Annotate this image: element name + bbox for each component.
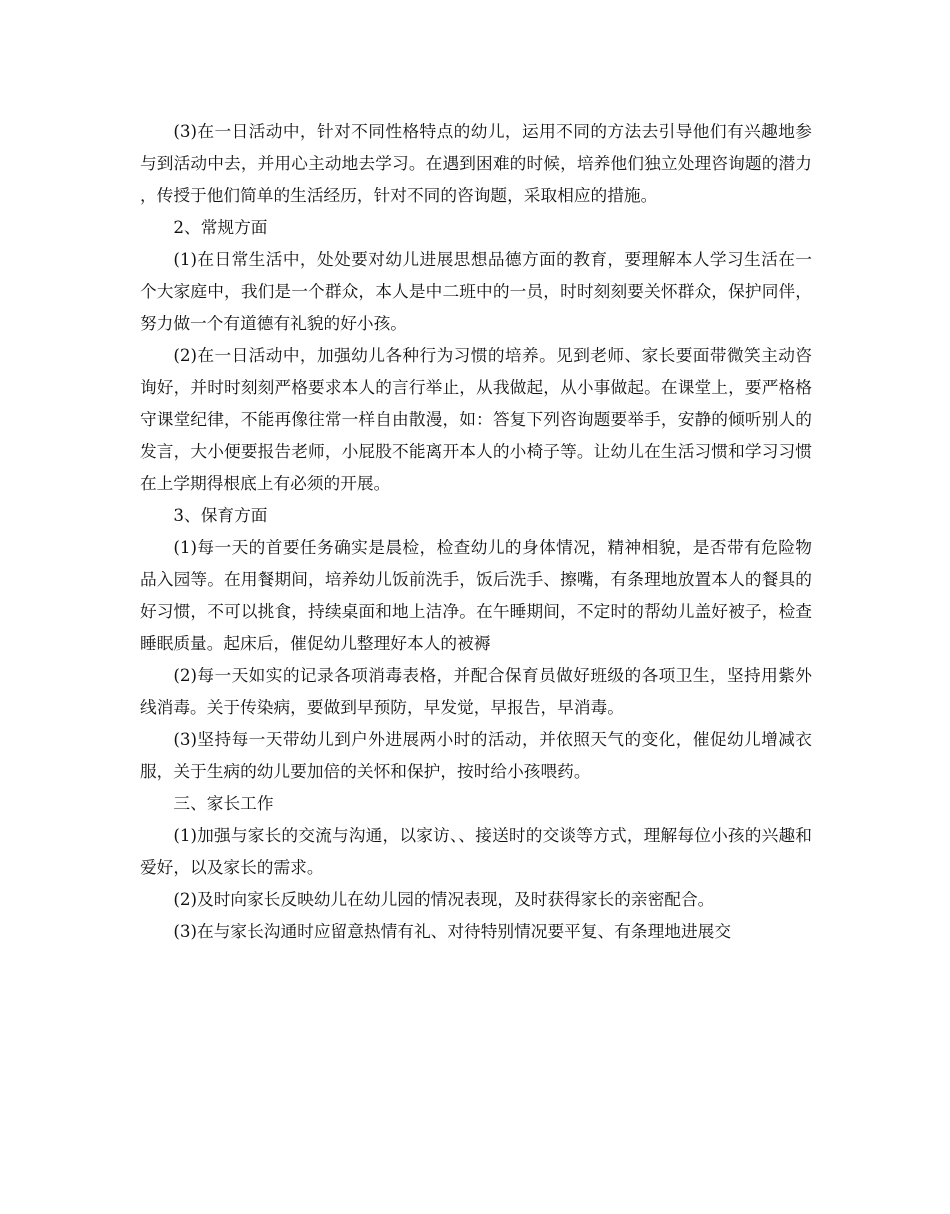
paragraph-parent-communication: (1)加强与家长的交流与沟通，以家访、、接送时的交谈等方式，理解每位小孩的兴趣和爱好，以及家长的需求。 [140, 825, 812, 877]
paragraph-parent-feedback: (2)及时向家长反映幼儿在幼儿园的情况表现，及时获得家长的亲密配合。 [173, 889, 715, 909]
paragraph-parent-etiquette: (3)在与家长沟通时应留意热情有礼、对待特别情况要平复、有条理地进展交 [173, 921, 732, 941]
section-heading-routine: 2、常规方面 [173, 217, 268, 237]
paragraph-outdoor-activity: (3)坚持每一天带幼儿到户外进展两小时的活动，并依照天气的变化，催促幼儿增减衣服，关于生病的幼儿要加倍的关怀和保护，按时给小孩喂药。 [140, 729, 812, 781]
paragraph-activity-guidance: (3)在一日活动中，针对不同性格特点的幼儿，运用不同的方法去引导他们有兴趣地参与到活动中去，并用心主动地去学习。在遇到困难的时候，培养他们独立处理咨询题的潜力，传授于他们简单的生活经历，针对不同的咨询题，采取相应的措施。 [140, 121, 812, 205]
paragraph-disinfection: (2)每一天如实的记录各项消毒表格，并配合保育员做好班级的各项卫生，坚持用紫外线消毒。关于传染病，要做到早预防，早发觉，早报告，早消毒。 [140, 665, 812, 717]
document-body [140, 115, 812, 947]
paragraph-behavior-habits: (2)在一日活动中，加强幼儿各种行为习惯的培养。见到老师、家长要面带微笑主动咨询好，并时时刻刻严格要求本人的言行举止，从我做起，从小事做起。在课堂上，要严格格守课堂纪律，不能再像往常一样自由散漫，如：答复下列咨询题要举手，安静的倾听别人的发言，大小便要报告老师，小屁股不能离开本人的小椅子等。让幼儿在生活习惯和学习习惯在上学期得根底上有必须的开展。 [140, 345, 812, 493]
paragraph-morning-check: (1)每一天的首要任务确实是晨检，检查幼儿的身体情况，精神相貌，是否带有危险物品入园等。在用餐期间，培养幼儿饭前洗手，饭后洗手、擦嘴，有条理地放置本人的餐具的好习惯，不可以挑食，持续桌面和地上洁净。在午睡期间，不定时的帮幼儿盖好被子，检查睡眠质量。起床后，催促幼儿整理好本人的被褥 [140, 537, 812, 653]
section-heading-parent-work: 三、家长工作 [173, 793, 274, 813]
paragraph-moral-education: (1)在日常生活中，处处要对幼儿进展思想品德方面的教育，要理解本人学习生活在一个大家庭中，我们是一个群众，本人是中二班中的一员，时时刻刻要关怀群众，保护同伴，努力做一个有道德有礼貌的好小孩。 [140, 249, 812, 333]
section-heading-care: 3、保育方面 [173, 505, 268, 525]
